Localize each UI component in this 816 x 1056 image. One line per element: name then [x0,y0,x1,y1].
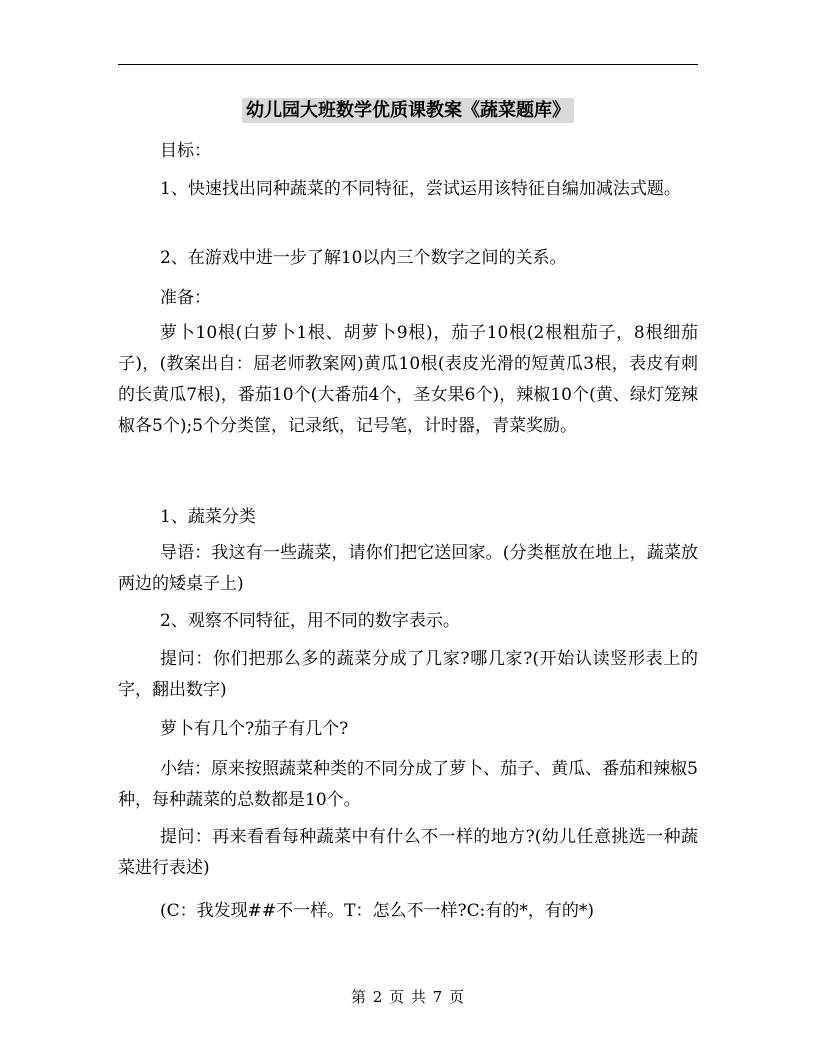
paragraph-step-2: 2、观察不同特征，用不同的数字表示。 [160,611,460,631]
document-title-text: 幼儿园大班数学优质课教案《蔬菜题库》 [242,98,574,123]
paragraph-goal-1: 1、快速找出同种蔬菜的不同特征，尝试运用该特征自编加减法式题。 [160,179,681,199]
paragraph-step-1: 1、蔬菜分类 [160,507,256,527]
paragraph-question-2: 萝卜有几个?茄子有几个? [160,719,349,739]
page-number: 第 2 页 共 7 页 [351,988,465,1006]
paragraph-goal-2: 2、在游戏中进一步了解10以内三个数字之间的关系。 [160,248,567,268]
paragraph-prep-heading: 准备： [160,288,211,308]
paragraph-dialogue: (C：我发现##不一样。T：怎么不一样?C:有的*，有的*) [160,901,594,921]
paragraph-summary: 小结：原来按照蔬菜种类的不同分成了萝卜、茄子、黄瓜、番茄和辣椒5种，每种蔬菜的总数都是10个。 [118,759,698,810]
header-rule [118,64,698,65]
paragraph-prep-materials: 萝卜10根(白萝卜1根、胡萝卜9根)，茄子10根(2根粗茄子，8根细茄子)，(教案出自：屈老师教案网)黄瓜10根(表皮光滑的短黄瓜3根，表皮有刺的长黄瓜7根)，番茄10个(大番茄4个，圣女果6个)，辣椒10个(黄、绿灯笼辣椒各5个);5个分类筐，记录纸，记号笔，计时器，青菜奖励。 [118,323,698,436]
paragraph-question-1: 提问：你们把那么多的蔬菜分成了几家?哪几家?(开始认读竖形表上的字，翻出数字) [118,649,698,700]
paragraph-question-3: 提问：再来看看每种蔬菜中有什么不一样的地方?(幼儿任意挑选一种蔬菜进行表述) [118,827,698,878]
document-title [0,97,816,125]
paragraph-goal-heading: 目标： [160,141,211,161]
paragraph-intro: 导语：我这有一些蔬菜，请你们把它送回家。(分类框放在地上，蔬菜放两边的矮桌子上) [118,543,698,594]
